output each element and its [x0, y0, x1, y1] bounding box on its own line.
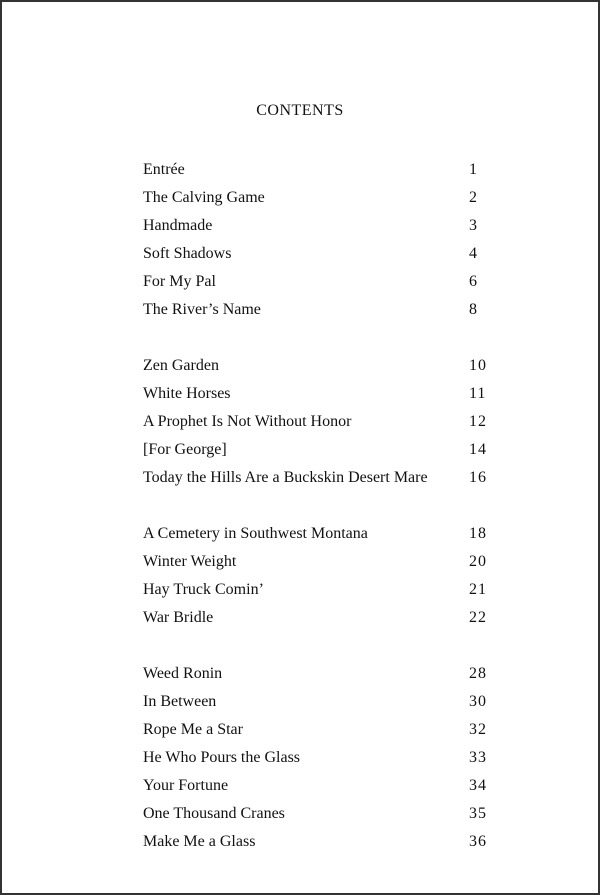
toc-entry-title: War Bridle: [143, 609, 214, 626]
toc-entry: [143, 604, 503, 632]
toc-entry-title: Handmade: [143, 217, 213, 234]
toc-entry-page-number: 36: [469, 833, 487, 850]
toc-entry-page-number: 16: [469, 469, 487, 486]
toc-entry-page-number: 3: [469, 217, 478, 234]
toc-entry: [143, 464, 503, 492]
page-title: CONTENTS: [256, 102, 344, 119]
toc-entry-page-number: 33: [469, 749, 487, 766]
toc-section: [143, 660, 503, 856]
toc-entry-page-number: 11: [469, 385, 487, 402]
table-of-contents: [143, 156, 503, 884]
toc-entry: [143, 660, 503, 688]
toc-entry-page-number: 4: [469, 245, 478, 262]
toc-entry-page-number: 28: [469, 665, 487, 682]
toc-entry-title: One Thousand Cranes: [143, 805, 285, 822]
toc-entry-title: Today the Hills Are a Buckskin Desert Mare: [143, 469, 428, 486]
toc-entry: [143, 688, 503, 716]
toc-entry-title: In Between: [143, 693, 217, 710]
toc-entry-page-number: 12: [469, 413, 487, 430]
toc-entry-page-number: 18: [469, 525, 487, 542]
toc-entry: [143, 828, 503, 856]
toc-entry-page-number: 14: [469, 441, 487, 458]
toc-entry: [143, 576, 503, 604]
toc-entry: [143, 268, 503, 296]
toc-entry-page-number: 30: [469, 693, 487, 710]
toc-entry-page-number: 22: [469, 609, 487, 626]
toc-entry-page-number: 6: [469, 273, 478, 290]
toc-entry-title: Entrée: [143, 161, 185, 178]
toc-entry: [143, 744, 503, 772]
toc-entry-page-number: 8: [469, 301, 478, 318]
toc-section: [143, 352, 503, 492]
toc-entry: [143, 520, 503, 548]
toc-entry: [143, 240, 503, 268]
toc-entry: [143, 352, 503, 380]
toc-entry-title: He Who Pours the Glass: [143, 749, 301, 766]
toc-entry-title: Zen Garden: [143, 357, 219, 374]
toc-entry-title: [For George]: [143, 441, 227, 458]
toc-entry-title: Winter Weight: [143, 553, 237, 570]
toc-entry: [143, 716, 503, 744]
toc-entry: [143, 156, 503, 184]
toc-entry: [143, 548, 503, 576]
toc-entry-title: Soft Shadows: [143, 245, 232, 262]
toc-section: [143, 520, 503, 632]
toc-entry: [143, 436, 503, 464]
toc-entry-page-number: 32: [469, 721, 487, 738]
toc-entry: [143, 408, 503, 436]
toc-entry-title: Hay Truck Comin’: [143, 581, 264, 598]
toc-entry-title: A Prophet Is Not Without Honor: [143, 413, 352, 430]
toc-entry-title: A Cemetery in Southwest Montana: [143, 525, 368, 542]
toc-entry-title: The Calving Game: [143, 189, 265, 206]
toc-entry-page-number: 2: [469, 189, 478, 206]
toc-entry-page-number: 10: [469, 357, 487, 374]
toc-entry-page-number: 1: [469, 161, 478, 178]
toc-entry: [143, 296, 503, 324]
toc-entry: [143, 184, 503, 212]
toc-entry-page-number: 34: [469, 777, 487, 794]
toc-entry: [143, 380, 503, 408]
toc-entry-title: For My Pal: [143, 273, 216, 290]
toc-entry: [143, 212, 503, 240]
toc-section: [143, 156, 503, 324]
toc-entry-title: White Horses: [143, 385, 231, 402]
toc-entry-title: Make Me a Glass: [143, 833, 256, 850]
toc-entry-page-number: 35: [469, 805, 487, 822]
toc-entry-title: The River’s Name: [143, 301, 261, 318]
toc-entry-title: Rope Me a Star: [143, 721, 243, 738]
toc-entry: [143, 772, 503, 800]
toc-entry-title: Your Fortune: [143, 777, 229, 794]
toc-entry-page-number: 21: [469, 581, 487, 598]
toc-entry: [143, 800, 503, 828]
toc-entry-page-number: 20: [469, 553, 487, 570]
toc-entry-title: Weed Ronin: [143, 665, 223, 682]
